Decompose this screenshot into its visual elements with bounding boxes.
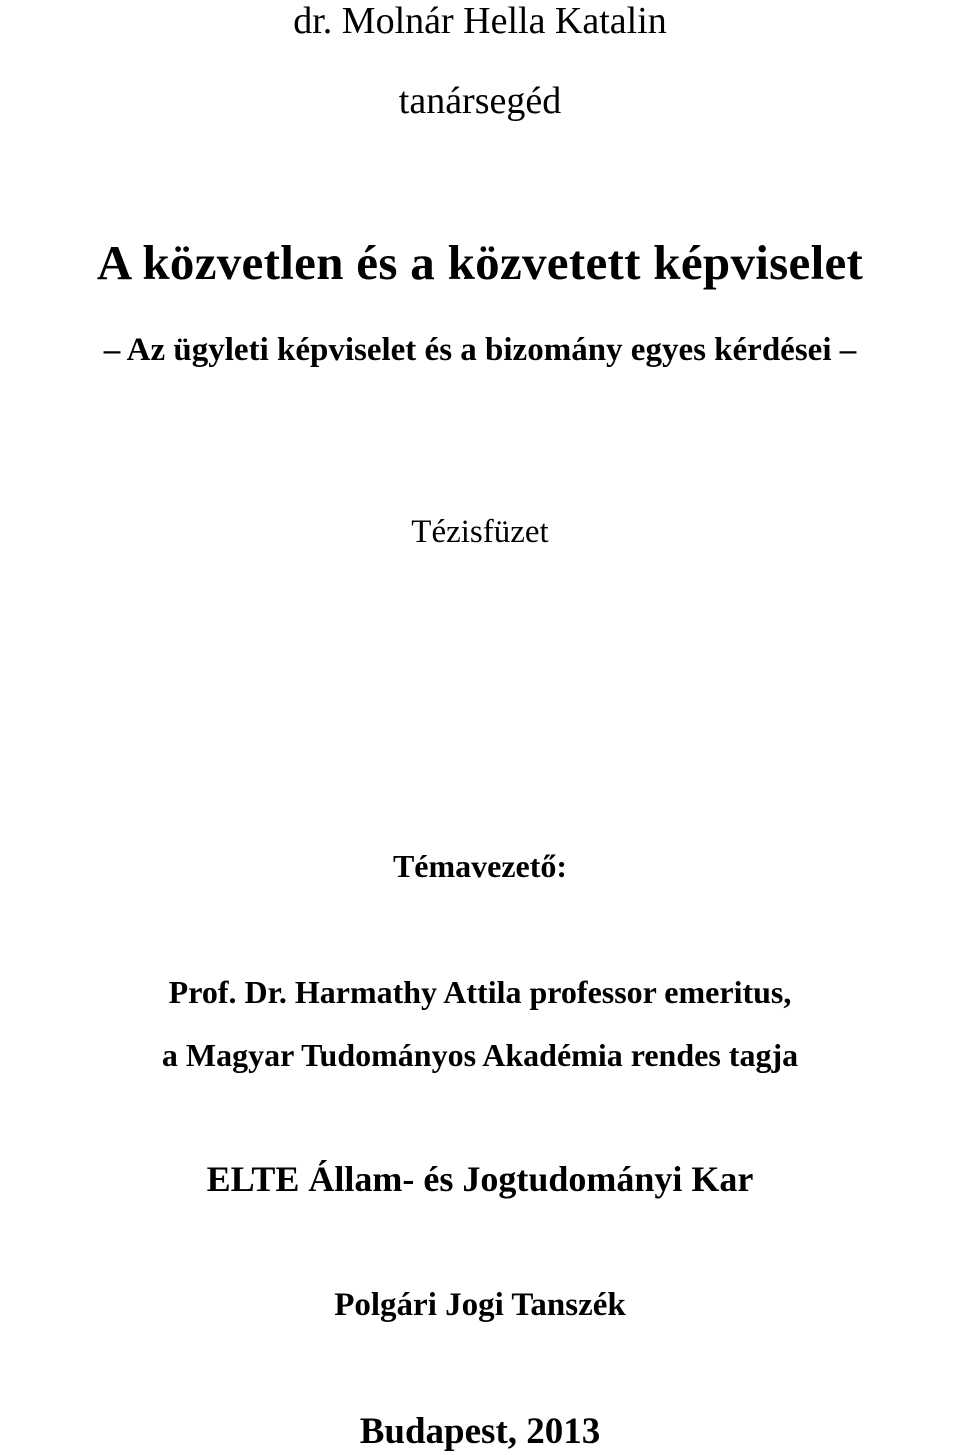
document-type: Tézisfüzet <box>411 514 549 550</box>
place-and-year: Budapest, 2013 <box>359 1411 601 1452</box>
author-role: tanársegéd <box>398 80 562 122</box>
thesis-subtitle: – Az ügyleti képviselet és a bizomány egyes kérdései – <box>103 332 857 368</box>
supervisor-label: Témavezető: <box>392 848 568 884</box>
thesis-title: A közvetlen és a közvetett képviselet <box>96 235 864 290</box>
supervisor-affiliation: a Magyar Tudományos Akadémia rendes tagja <box>161 1037 799 1073</box>
author-name: dr. Molnár Hella Katalin <box>293 0 667 42</box>
department-name: Polgári Jogi Tanszék <box>334 1287 626 1323</box>
faculty-name: ELTE Állam- és Jogtudományi Kar <box>206 1159 754 1199</box>
supervisor-name: Prof. Dr. Harmathy Attila professor emeritus, <box>168 974 792 1010</box>
